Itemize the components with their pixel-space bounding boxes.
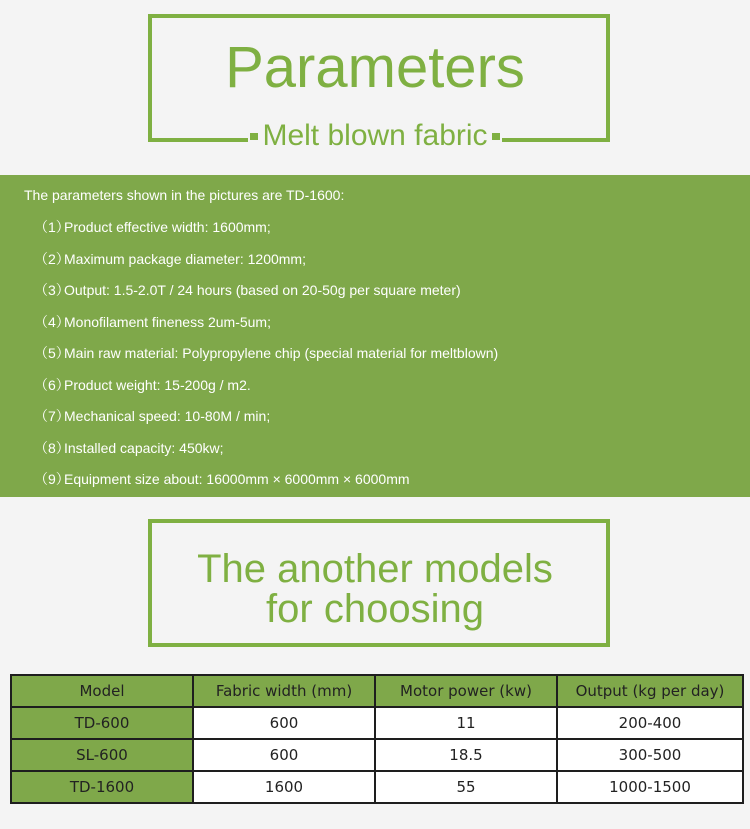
parameter-number: （9） xyxy=(34,471,70,487)
parameter-text: Output: 1.5-2.0T / 24 hours (based on 20-50g per square meter) xyxy=(64,282,461,298)
parameter-item xyxy=(34,344,498,362)
parameter-number: （5） xyxy=(34,345,70,361)
column-header-output: Output (kg per day) xyxy=(557,675,743,707)
models-title-line1: The another models xyxy=(197,547,553,591)
table-cell-model: SL-600 xyxy=(11,739,193,771)
table-cell-fabric-width: 600 xyxy=(193,739,375,771)
parameter-number: （1） xyxy=(34,219,70,235)
parameters-intro: The parameters shown in the pictures are TD-1600: xyxy=(24,187,345,203)
models-title xyxy=(0,549,750,629)
parameter-text: Main raw material: Polypropylene chip (special material for meltblown) xyxy=(64,345,499,361)
parameters-band xyxy=(0,175,750,497)
parameter-number: （8） xyxy=(34,440,70,456)
table-header-row xyxy=(11,675,743,707)
parameter-item xyxy=(34,250,306,268)
table-cell-fabric-width: 600 xyxy=(193,707,375,739)
parameter-number: （7） xyxy=(34,408,70,424)
models-title-line2: for choosing xyxy=(266,587,484,631)
table-row xyxy=(11,771,743,803)
table-cell-output: 1000-1500 xyxy=(557,771,743,803)
parameter-number: （2） xyxy=(34,251,70,267)
page-title: Parameters xyxy=(225,35,525,100)
parameter-text: Installed capacity: 450kw; xyxy=(64,440,224,456)
parameter-item xyxy=(34,313,271,331)
table-cell-fabric-width: 1600 xyxy=(193,771,375,803)
parameter-text: Mechanical speed: 10-80M / min; xyxy=(64,408,271,424)
column-header-motor-power: Motor power (kw) xyxy=(375,675,557,707)
parameter-item xyxy=(34,376,251,394)
table-cell-motor-power: 11 xyxy=(375,707,557,739)
parameter-item xyxy=(34,407,270,425)
table-cell-model: TD-1600 xyxy=(11,771,193,803)
parameter-item xyxy=(34,470,410,488)
table-cell-output: 300-500 xyxy=(557,739,743,771)
column-header-model: Model xyxy=(11,675,193,707)
parameter-number: （6） xyxy=(34,377,70,393)
table-cell-model: TD-600 xyxy=(11,707,193,739)
parameter-number: （4） xyxy=(34,314,70,330)
parameter-text: Maximum package diameter: 1200mm; xyxy=(64,251,306,267)
parameter-item xyxy=(34,218,271,236)
parameter-text: Product weight: 15-200g / m2. xyxy=(64,377,251,393)
table-row xyxy=(11,707,743,739)
page-subtitle: Melt blown fabric xyxy=(248,118,501,154)
parameter-text: Product effective width: 1600mm; xyxy=(64,219,271,235)
models-table xyxy=(10,674,744,804)
parameter-text: Equipment size about: 16000mm × 6000mm × 6000mm xyxy=(64,471,410,487)
parameter-item xyxy=(34,281,461,299)
table-cell-output: 200-400 xyxy=(557,707,743,739)
table-cell-motor-power: 55 xyxy=(375,771,557,803)
table-row xyxy=(11,739,743,771)
table-cell-motor-power: 18.5 xyxy=(375,739,557,771)
parameter-item xyxy=(34,439,224,457)
column-header-fabric-width: Fabric width (mm) xyxy=(193,675,375,707)
parameter-text: Monofilament fineness 2um-5um; xyxy=(64,314,271,330)
subtitle-wrap xyxy=(0,118,750,154)
parameter-number: （3） xyxy=(34,282,70,298)
